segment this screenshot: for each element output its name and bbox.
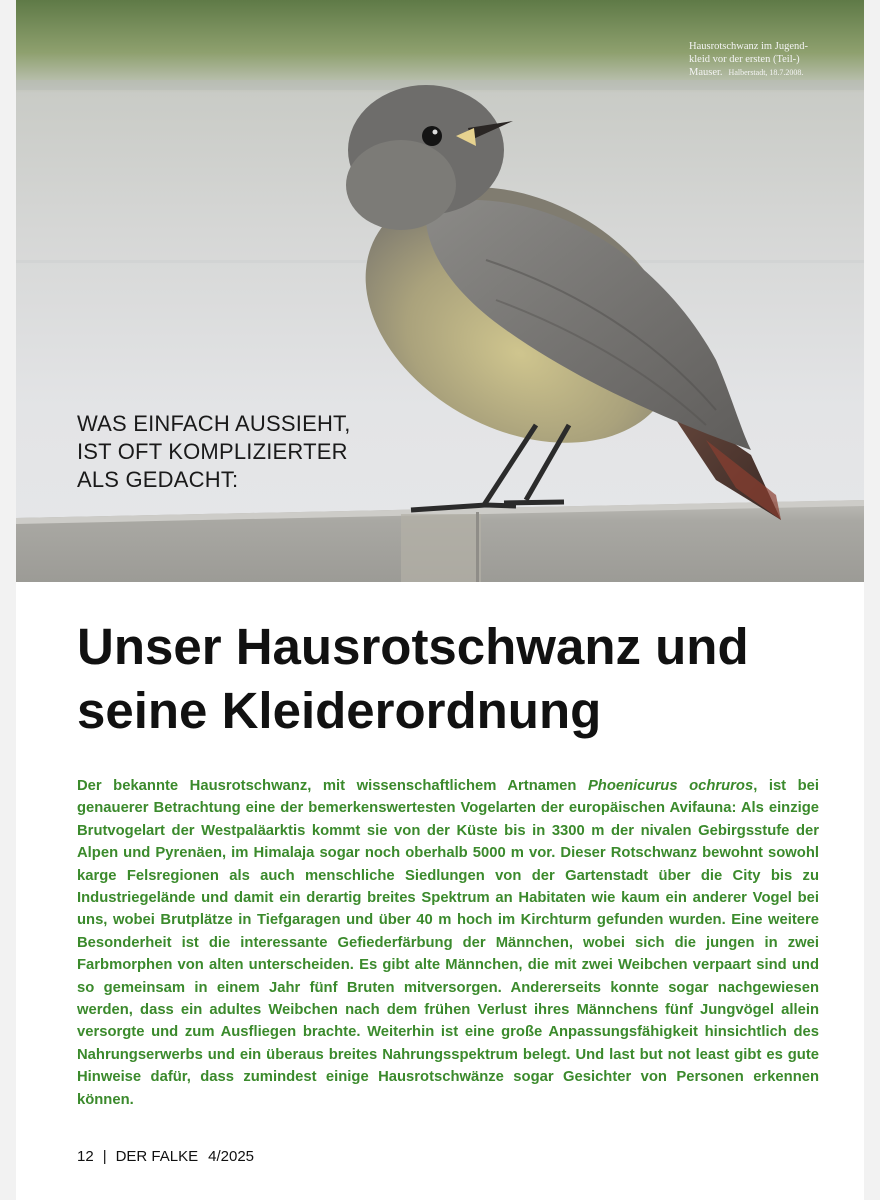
photo-caption [689, 40, 849, 79]
magazine-page [16, 0, 864, 1200]
lead-paragraph [77, 775, 819, 1111]
headline-line: Unser Hausrotschwanz und [77, 618, 749, 675]
hero-photo [16, 0, 864, 582]
caption-line: kleid vor der ersten (Teil-) [689, 54, 800, 65]
article-headline [77, 615, 847, 743]
caption-line: Mauser. [689, 67, 723, 78]
kicker-line: IST OFT KOMPLIZIERTER [77, 439, 348, 464]
bird-photo-illustration [16, 0, 864, 582]
lead-text-rest: , ist bei genauerer Betrachtung eine der bemerkenswertesten Vogelarten der europäischen Avifauna: Als einzige Brutvogelart der Westpaläarktis kommt sie von der Küste bis in 3300 m der nivalen Gebirgsstufe der Alpen und Pyrenäen, im Himalaja sogar noch oberhalb 5000 m vor. Dieser Rotschwanz bewohnt sowohl karge Felsregionen als auch menschliche Siedlungen von der Gartenstadt über die City bis zu Industriegelände und damit ein derartig breites Spektrum an Habitaten wie kaum ein anderer Vogel bei uns, wobei Brutplätze in Tiefgaragen und über 40 m hoch im Kirchturm gefunden wurden. Eine weitere Besonderheit ist die interessante Gefiederfärbung der Männchen, wobei sich die jungen in zwei Farbmorphen von alten unterscheiden. Es gibt alte Männchen, die mit zwei Weibchen verpaart sind und so gemeinsam in einem Jahr fünf Bruten mitversorgen. Andererseits konnte sogar nachgewiesen werden, dass ein adultes Weibchen nach dem frühen Verlust ihres Männchens fünf Jungvögel allein versorgte und zum Ausfliegen brachte. Weiterhin ist eine große Anpassungsfähigkeit hinsichtlich des Nahrungserwerbs und ein überaus breites Nahrungsspektrum belegt. Und last but not least gibt es gute Hinweise dafür, dass zumindest einige Hausrotschwänze sogar Gesichter von Personen erkennen können. [77, 778, 819, 1108]
kicker-line: ALS GEDACHT: [77, 467, 239, 492]
footer-separator: | [102, 1148, 107, 1165]
species-name: Phoenicurus ochruros [587, 778, 754, 794]
kicker-text [77, 410, 407, 494]
caption-line: Hausrotschwanz im Jugend- [689, 41, 808, 52]
issue-number: 4/2025 [208, 1148, 255, 1165]
page-footer [77, 1148, 254, 1165]
magazine-name: DER FALKE [115, 1148, 199, 1165]
headline-line: seine Kleiderordnung [77, 682, 602, 739]
kicker-line: WAS EINFACH AUSSIEHT, [77, 411, 351, 436]
page-number: 12 [77, 1148, 94, 1165]
caption-place-date: Halberstadt, 18.7.2008. [728, 68, 804, 77]
lead-text-start: Der bekannte Hausrotschwanz, mit wissenschaftlichem Artnamen [77, 778, 588, 794]
